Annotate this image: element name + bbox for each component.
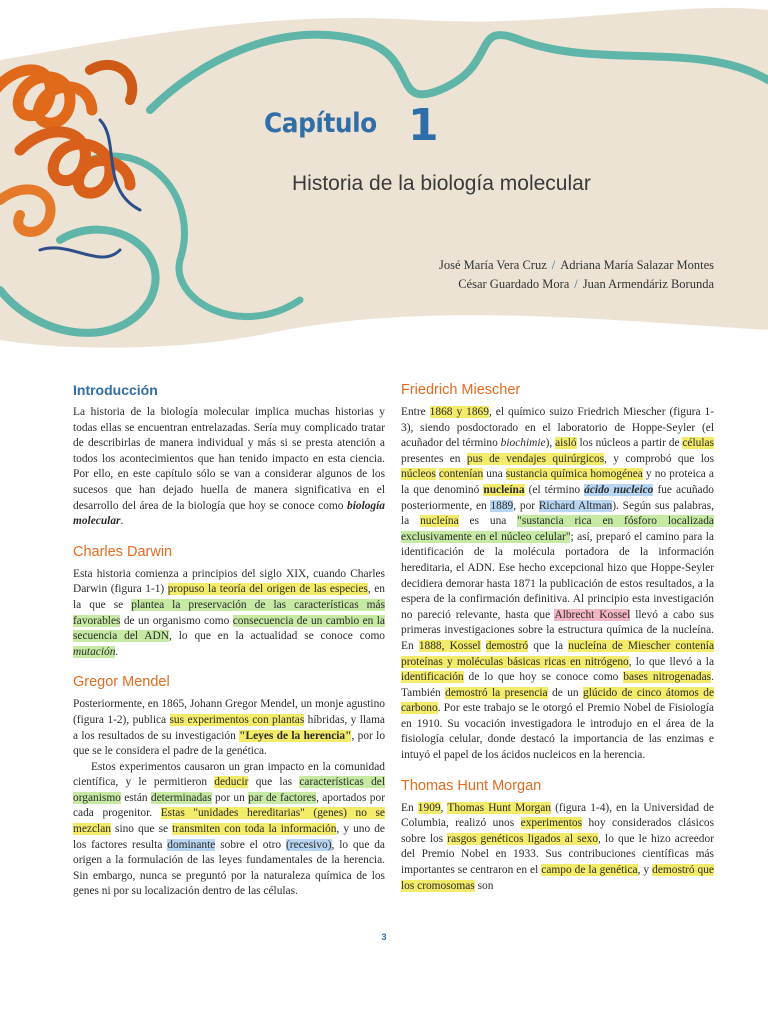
paragraph: Posteriormente, en 1865, Johann Gregor Mendel, un monje agustino (figura 1-2), publica sus experimentos con plantas híbridas, y llama a los resultados de su investigación "Leyes de la herencia", por lo que se le considera el padre de la genética. xyxy=(73,698,386,758)
right-column xyxy=(401,382,714,908)
section-morgan xyxy=(401,778,714,895)
section-mendel xyxy=(73,674,385,900)
section-darwin xyxy=(73,544,385,661)
author-separator: / xyxy=(574,277,578,291)
page-number: 3 xyxy=(381,932,387,942)
chapter-label: Capítulo xyxy=(264,108,377,139)
section-miescher xyxy=(401,382,714,764)
paragraph: Esta historia comienza a principios del siglo XIX, cuando Charles Darwin (figura 1-1) propuso la teoría del origen de las especies, en la que se plantea la preservación de las características más favorables de un organismo como consecuencia de un cambio en la secuencia del ADN, lo que en la actualidad se conoce como mutación. xyxy=(73,567,386,658)
chapter-number: 1 xyxy=(408,100,439,151)
paragraph: La historia de la biología molecular implica muchas historias y todas ellas se encuentran entrelazadas. Sería muy complicado tratar de describirlas de manera individual y más si se presta atención a todos los acontecimientos que han tenido impacto en esta ciencia. Por ello, en este capítulo sólo se van a considerar algunos de los sucesos que han dejado huella de manera significativa en el desarrollo del área de la biología que hoy se conoce como biología molecular. xyxy=(73,406,385,528)
section-heading: Charles Darwin xyxy=(73,543,173,560)
author-name: César Guardado Mora xyxy=(458,277,570,291)
section-heading: Gregor Mendel xyxy=(73,674,170,691)
paragraph: En 1909, Thomas Hunt Morgan (figura 1-4), en la Universidad de Columbia, realizó unos experimentos hoy considerados clásicos sobre los rasgos genéticos ligados al sexo, lo que le hizo acreedor del Premio Nobel en 1933. Sus contribuciones científicas más importantes se centraron en el campo de la genética, y demostró que los cromosomas son xyxy=(401,801,715,892)
authors-line-1 xyxy=(439,256,714,275)
author-name: Adriana María Salazar Montes xyxy=(560,258,714,272)
chapter-title: Historia de la biología molecular xyxy=(292,172,591,195)
paragraph: Entre 1868 y 1869, el químico suizo Friedrich Miescher (figura 1-3), siendo posdoctorado en el laboratorio de Hoppe-Seyler (el acuñador del término biochimie), aisló los núcleos a partir de células presentes en pus de vendajes quirúrgicos, y comprobó que los núcleos contenían una sustancia química homogénea y no proteica a la que denominó nucleína (el término ácido nucleico fue acuñado posteriormente, en 1889, por Richard Altman). Según sus palabras, la nucleína es una "sustancia rica en fósforo localizada exclusivamente en el núcleo celular"; así, preparó el camino para la identificación de la molécula portadora de la información hereditaria, el ADN. Ese hecho excepcional hizo que Hoppe-Seyler decidiera demorar hasta 1871 la publicación de estos resultados, a la espera de la confirmación definitiva. Al principio esta investigación no pareció relevante, hasta que Albrecht Kossel llevó a cabo sus primeras investigaciones sobre la estructura química de la nucleína. En 1888, Kossel demostró que la nucleína de Miescher contenía proteínas y moléculas básicas ricas en nitrógeno, lo que llevó a la identificación de lo que hoy se conoce como bases nitrogenadas. También demostró la presencia de un glúcido de cinco átomos de carbono. Por este trabajo se le otorgó el Premio Nobel de Fisiología en 1910. Su vocación investigadora le introdujo en el área de la fisiología celular, donde destacó la importancia de las enzimas e intuyó el papel de los ácidos nucleicos en la herencia. xyxy=(401,406,715,762)
paragraph: Estos experimentos causaron un gran impacto en la comunidad científica, y le permitieron deducir que las características del organismo están determinadas por un par de factores, aportados por cada progenitor. Estas "unidades hereditarias" (genes) no se mezclan sino que se transmiten con toda la información, y uno de los factores resulta dominante sobre el otro (recesivo), lo que da origen a la formulación de las leyes fundamentales de la herencia. Sin embargo, nunca se preguntó por la naturaleza química de los genes ni por su localización dentro de las células. xyxy=(73,760,385,898)
section-heading: Thomas Hunt Morgan xyxy=(401,777,542,794)
section-introduccion xyxy=(73,382,385,530)
author-name: José María Vera Cruz xyxy=(439,258,547,272)
author-separator: / xyxy=(551,258,556,272)
authors-line-2 xyxy=(439,275,714,294)
authors-block xyxy=(439,256,714,294)
section-heading: Friedrich Miescher xyxy=(401,382,521,398)
left-column xyxy=(73,382,385,914)
section-heading: Introducción xyxy=(73,382,158,398)
author-name: Juan Armendáriz Borunda xyxy=(582,277,714,291)
